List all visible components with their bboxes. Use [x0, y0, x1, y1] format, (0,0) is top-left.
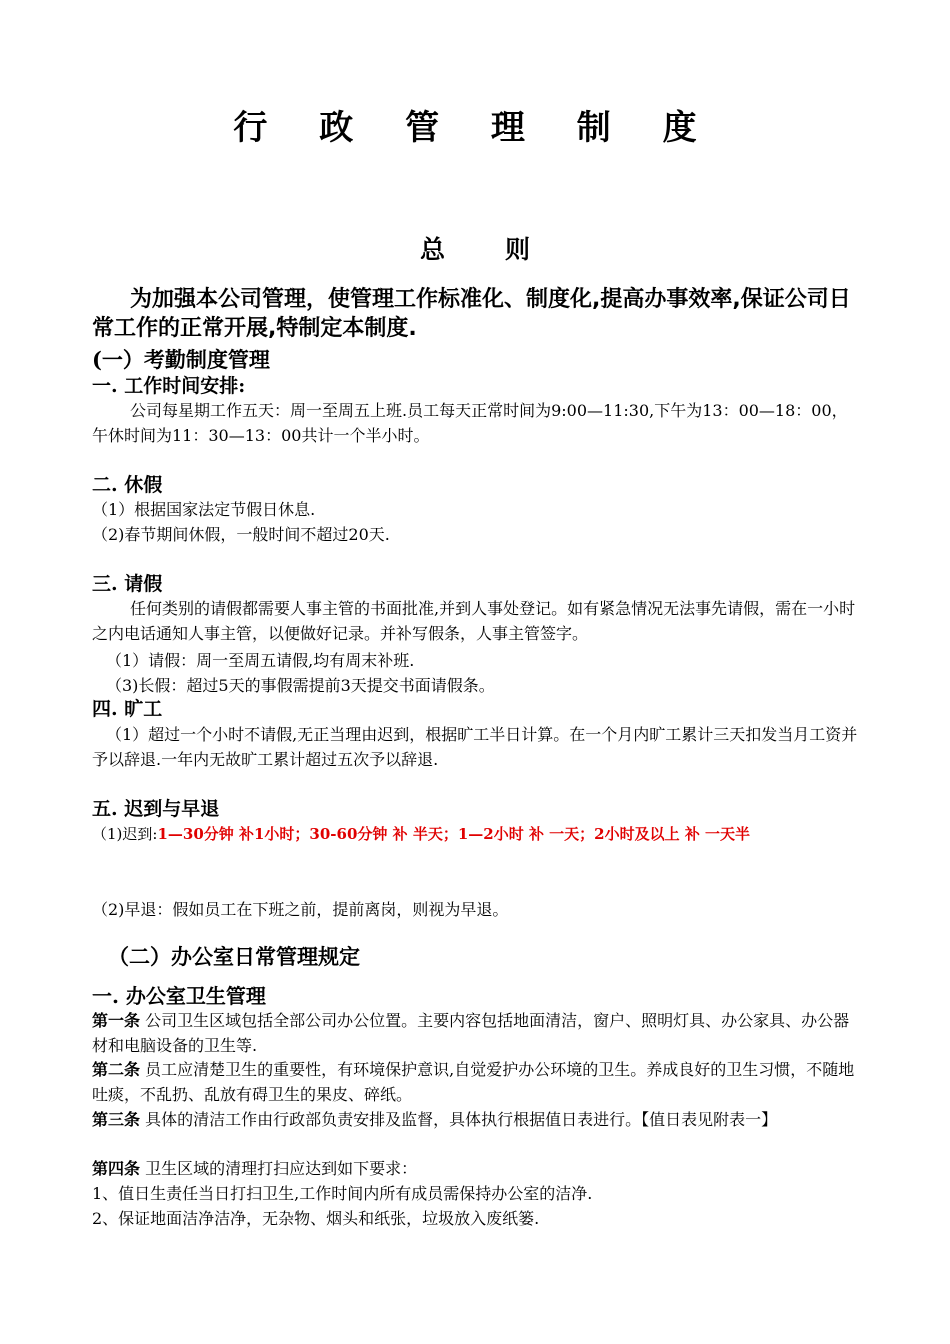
- article-2-text: 员工应清楚卫生的重要性，有环境保护意识,自觉爱护办公环境的卫生。养成良好的卫生习惯，不随地吐痰，不乱扔、乱放有碍卫生的果皮、碎纸。: [92, 1060, 855, 1104]
- article-4-text: 卫生区域的清理打扫应达到如下要求：: [140, 1159, 418, 1178]
- s2-item2: （2)春节期间休假，一般时间不超过20天.: [92, 525, 390, 544]
- s5-heading: 五. 迟到与早退: [92, 798, 220, 820]
- s3-heading: 三. 请假: [92, 573, 163, 595]
- general-heading-right: 则: [505, 235, 531, 264]
- s3-text: 任何类别的请假都需要人事主管的书面批准,并到人事处登记。如有紧急情况无法事先请假，需在一小时之内电话通知人事主管，以便做好记录。并补写假条，人事主管签字。: [92, 599, 856, 643]
- s4-heading: 四. 旷工: [92, 698, 163, 720]
- requirement-2: 2、保证地面洁净洁净，无杂物、烟头和纸张，垃圾放入废纸篓.: [92, 1209, 540, 1228]
- article-4: [92, 1156, 860, 1181]
- article-1-label: 第一条: [92, 1011, 141, 1030]
- s5-early: （2)早退：假如员工在下班之前，提前离岗，则视为早退。: [92, 900, 509, 919]
- general-heading-left: 总: [419, 235, 445, 264]
- part1-heading: (一）考勤制度管理: [92, 347, 270, 372]
- document-title: 行 政 管 理 制 度: [233, 108, 717, 148]
- article-3-text: 具体的清洁工作由行政部负责安排及监督，具体执行根据值日表进行。【值日表见附表一】: [140, 1110, 778, 1129]
- article-3: [92, 1107, 860, 1132]
- requirement-1: 1、值日生责任当日打扫卫生,工作时间内所有成员需保持办公室的洁净.: [92, 1184, 593, 1203]
- part2-heading: （二）办公室日常管理规定: [108, 944, 360, 969]
- s5-late-line: [92, 822, 860, 847]
- s3-item2: （3)长假：超过5天的事假需提前3天提交书面请假条。: [106, 676, 495, 695]
- article-2-label: 第二条: [92, 1060, 141, 1079]
- s1-text: 公司每星期工作五天：周一至周五上班.员工每天正常时间为9:00—11:30,下午为13：00—18：00，午休时间为11：30—13：00共计一个半小时。: [92, 401, 848, 445]
- p2-s1-heading: 一. 办公室卫生管理: [92, 984, 266, 1008]
- article-1: [92, 1008, 860, 1058]
- article-4-label: 第四条: [92, 1159, 141, 1178]
- s2-heading: 二. 休假: [92, 474, 163, 496]
- general-heading: [0, 230, 950, 266]
- s3-item1: （1）请假：周一至周五请假,均有周末补班.: [106, 651, 415, 670]
- article-2: [92, 1057, 860, 1107]
- s4-text: （1）超过一个小时不请假,无正当理由迟到，根据旷工半日计算。在一个月内旷工累计三天扣发当月工资并予以辞退.一年内无故旷工累计超过五次予以辞退.: [92, 725, 858, 769]
- late-rule: 1—30分钟 补1小时；30-60分钟 补 半天；1—2小时 补 一天；2小时及以上 补 一天半: [157, 825, 751, 843]
- intro-paragraph: 为加强本公司管理，使管理工作标准化、制度化,提高办事效率,保证公司日常工作的正常开展,特制定本制度.: [92, 287, 851, 341]
- s1-heading: 一. 工作时间安排:: [92, 375, 246, 397]
- article-3-label: 第三条: [92, 1110, 141, 1129]
- late-label: （1)迟到:: [92, 825, 158, 843]
- s2-item1: （1）根据国家法定节假日休息.: [92, 500, 316, 519]
- article-1-text: 公司卫生区域包括全部公司办公位置。主要内容包括地面清洁，窗户、照明灯具、办公家具、办公器材和电脑设备的卫生等.: [92, 1011, 850, 1055]
